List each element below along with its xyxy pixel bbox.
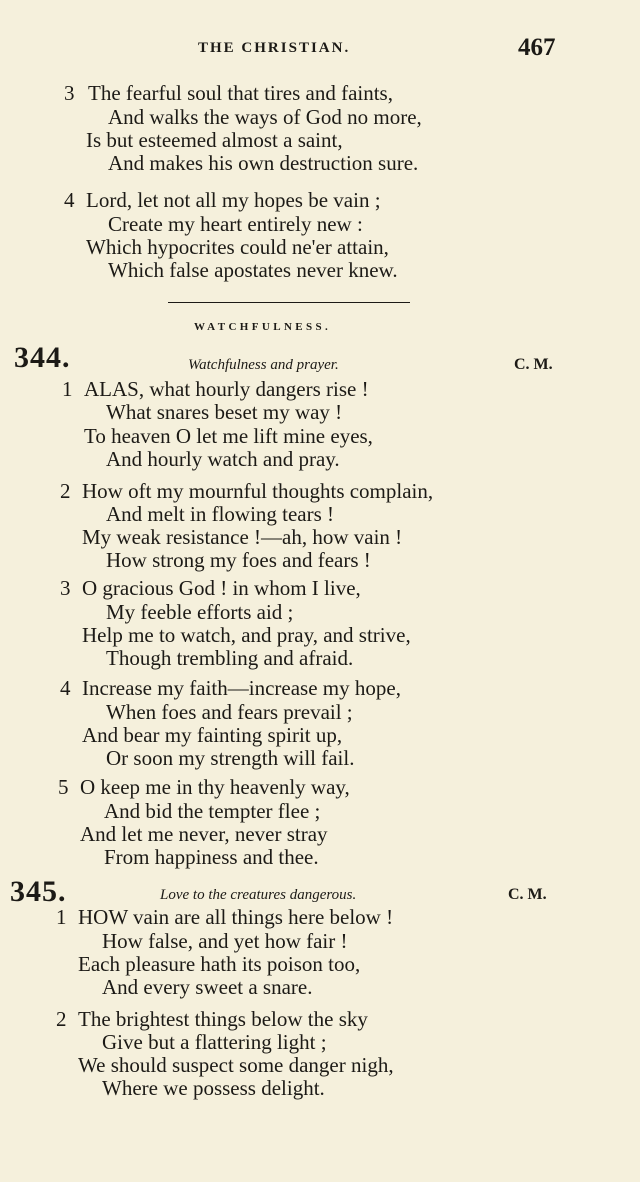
stanza-number: 1 <box>56 905 67 929</box>
verse-line: Which false apostates never knew. <box>108 258 398 282</box>
verse-line: The fearful soul that tires and faints, <box>88 81 393 105</box>
hymn-meter: C. M. <box>508 886 547 903</box>
verse-line: Or soon my strength will fail. <box>106 746 355 770</box>
verse-line: Is but esteemed almost a saint, <box>86 128 343 152</box>
verse-line: From happiness and thee. <box>104 845 319 869</box>
stanza-number: 4 <box>60 676 71 700</box>
verse-line: My feeble efforts aid ; <box>106 600 294 624</box>
verse-line: What snares beset my way ! <box>106 400 343 424</box>
verse-line: Create my heart entirely new : <box>108 212 363 236</box>
verse-line: Each pleasure hath its poison too, <box>78 952 361 976</box>
verse-line: To heaven O let me lift mine eyes, <box>84 424 373 448</box>
verse-line: The brightest things below the sky <box>78 1007 368 1031</box>
verse-line: When foes and fears prevail ; <box>106 700 353 724</box>
verse-line: And bid the tempter flee ; <box>104 799 321 823</box>
verse-line: And every sweet a snare. <box>102 975 313 999</box>
verse-line: And hourly watch and pray. <box>106 447 340 471</box>
stanza-number: 3 <box>60 576 71 600</box>
stanza-number: 5 <box>58 775 69 799</box>
verse-line: Give but a flattering light ; <box>102 1030 327 1054</box>
verse-line: And let me never, never stray <box>80 822 328 846</box>
hymn-subject: Watchfulness and prayer. <box>188 357 339 373</box>
stanza-number: 3 <box>64 81 75 105</box>
hymn-subject: Love to the creatures dangerous. <box>160 887 357 903</box>
hymn-number: 345. <box>10 875 67 908</box>
stanza-number: 1 <box>62 377 73 401</box>
stanza-number: 4 <box>64 188 75 212</box>
section-title: WATCHFULNESS. <box>194 321 332 333</box>
verse-line: How strong my foes and fears ! <box>106 548 371 572</box>
verse-line: Lord, let not all my hopes be vain ; <box>86 188 381 212</box>
stanza-number: 2 <box>56 1007 67 1031</box>
stanza-number: 2 <box>60 479 71 503</box>
verse-line: Though trembling and afraid. <box>106 646 354 670</box>
verse-line: And makes his own destruction sure. <box>108 151 419 175</box>
verse-line: O gracious God ! in whom I live, <box>82 576 361 600</box>
verse-line: Which hypocrites could ne'er attain, <box>86 235 389 259</box>
page-number: 467 <box>518 34 556 61</box>
verse-line: ALAS, what hourly dangers rise ! <box>84 377 369 401</box>
hymn-meter: C. M. <box>514 356 553 373</box>
verse-line: And bear my fainting spirit up, <box>82 723 343 747</box>
verse-line: Where we possess delight. <box>102 1076 325 1100</box>
section-divider <box>168 302 410 303</box>
running-title: THE CHRISTIAN. <box>198 40 351 56</box>
verse-line: We should suspect some danger nigh, <box>78 1053 394 1077</box>
verse-line: And walks the ways of God no more, <box>108 105 422 129</box>
verse-line: How oft my mournful thoughts complain, <box>82 479 434 503</box>
verse-line: Increase my faith—increase my hope, <box>82 676 401 700</box>
verse-line: And melt in flowing tears ! <box>106 502 335 526</box>
verse-line: My weak resistance !—ah, how vain ! <box>82 525 403 549</box>
hymn-number: 344. <box>14 341 71 374</box>
verse-line: Help me to watch, and pray, and strive, <box>82 623 411 647</box>
verse-line: O keep me in thy heavenly way, <box>80 775 350 799</box>
verse-line: How false, and yet how fair ! <box>102 929 348 953</box>
verse-line: HOW vain are all things here below ! <box>78 905 394 929</box>
